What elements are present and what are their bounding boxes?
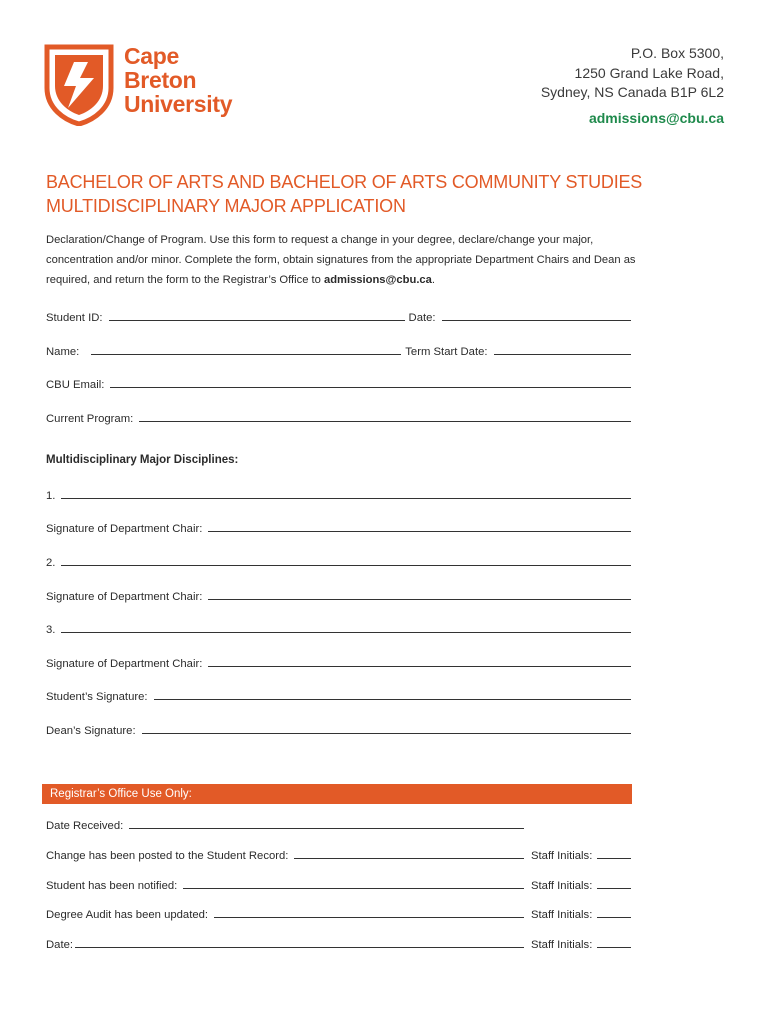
cbu-logo: [44, 44, 254, 128]
cbu-email-row: [46, 375, 631, 391]
posted-field[interactable]: [294, 857, 524, 859]
audit-field[interactable]: [214, 916, 524, 918]
cbu-email-field[interactable]: [110, 386, 631, 388]
discipline-1-field[interactable]: [61, 497, 631, 499]
name-label: Name:: [46, 346, 80, 358]
student-signature-label: Student’s Signature:: [46, 691, 148, 703]
name-field[interactable]: [91, 353, 401, 355]
staff-initials-date-field[interactable]: [597, 947, 631, 948]
form-title: [46, 170, 726, 218]
registrar-date-field[interactable]: [75, 946, 524, 948]
chair-signature-3-field[interactable]: [208, 665, 631, 667]
chair-signature-1-field[interactable]: [208, 530, 631, 532]
audit-row: [46, 905, 524, 921]
date-received-row: [46, 816, 524, 832]
staff-initials-notified: [531, 876, 631, 892]
registrar-office-heading: Registrar’s Office Use Only:: [42, 784, 632, 804]
chair-signature-1-row: [46, 519, 631, 535]
staff-initials-notified-label: Staff Initials:: [531, 880, 593, 892]
form-title-line-2: MULTIDISCIPLINARY MAJOR APPLICATION: [46, 196, 406, 216]
staff-initials-posted-label: Staff Initials:: [531, 850, 593, 862]
logo-line-university: University: [124, 91, 233, 117]
name-term-row: [46, 342, 631, 358]
form-title-line-1: BACHELOR OF ARTS AND BACHELOR OF ARTS COMMUNITY STUDIES: [46, 172, 643, 192]
discipline-2-label: 2.: [46, 557, 56, 569]
staff-initials-audit-field[interactable]: [597, 917, 631, 918]
logo-wordmark: [124, 44, 232, 116]
address-block: [541, 44, 724, 128]
student-signature-field[interactable]: [154, 698, 631, 700]
intro-email[interactable]: admissions@cbu.ca: [323, 274, 432, 286]
notified-field[interactable]: [183, 887, 524, 889]
student-id-label: Student ID:: [46, 312, 103, 324]
date-received-label: Date Received:: [46, 820, 124, 832]
staff-initials-date: [531, 935, 631, 951]
notified-label: Student has been notified:: [46, 880, 178, 892]
registrar-date-row: [46, 935, 524, 951]
discipline-3-row: [46, 620, 631, 636]
dean-signature-label: Dean’s Signature:: [46, 725, 136, 737]
cbu-email-label: CBU Email:: [46, 379, 105, 391]
current-program-label: Current Program:: [46, 413, 134, 425]
discipline-3-label: 3.: [46, 624, 56, 636]
date-received-field[interactable]: [129, 827, 524, 829]
student-id-field[interactable]: [109, 319, 405, 321]
chair-signature-1-label: Signature of Department Chair:: [46, 523, 203, 535]
dean-signature-field[interactable]: [142, 732, 631, 734]
dean-signature-row: [46, 721, 631, 737]
posted-row: [46, 846, 524, 862]
shield-logo-icon: [44, 44, 114, 126]
discipline-1-label: 1.: [46, 490, 56, 502]
registrar-date-label: Date:: [46, 939, 74, 951]
staff-initials-posted-field[interactable]: [597, 858, 631, 859]
intro-paragraph: [46, 230, 636, 290]
logo-line-breton: Breton: [124, 67, 197, 93]
chair-signature-3-row: [46, 654, 631, 670]
chair-signature-2-field[interactable]: [208, 598, 631, 600]
intro-end: .: [431, 274, 435, 286]
staff-initials-notified-field[interactable]: [597, 888, 631, 889]
discipline-2-row: [46, 553, 631, 569]
audit-label: Degree Audit has been updated:: [46, 909, 209, 921]
discipline-3-field[interactable]: [61, 631, 631, 633]
chair-signature-3-label: Signature of Department Chair:: [46, 658, 203, 670]
student-signature-row: [46, 687, 631, 703]
current-program-field[interactable]: [139, 420, 631, 422]
chair-signature-2-label: Signature of Department Chair:: [46, 591, 203, 603]
current-program-row: [46, 409, 631, 425]
term-start-field[interactable]: [494, 353, 631, 355]
disciplines-heading: Multidisciplinary Major Disciplines:: [46, 454, 239, 466]
staff-initials-audit-label: Staff Initials:: [531, 909, 593, 921]
chair-signature-2-row: [46, 587, 631, 603]
discipline-1-row: [46, 486, 631, 502]
term-start-label: Term Start Date:: [405, 346, 488, 358]
address-line-1: P.O. Box 5300,: [630, 45, 724, 61]
address-line-2: 1250 Grand Lake Road,: [574, 64, 724, 81]
posted-label: Change has been posted to the Student Record:: [46, 850, 289, 862]
discipline-2-field[interactable]: [61, 564, 631, 566]
student-id-date-row: [46, 308, 631, 324]
intro-text: Declaration/Change of Program. Use this form to request a change in your degree, declare/change your major, concentration and/or minor. Complete the form, obtain signatures from the appropriate Department Chairs and Dean as required, and return the form to the Registrar’s Office to: [46, 234, 636, 286]
date-field[interactable]: [442, 319, 631, 321]
logo-line-cape: Cape: [124, 43, 180, 69]
staff-initials-posted: [531, 846, 631, 862]
date-label: Date:: [408, 312, 436, 324]
notified-row: [46, 876, 524, 892]
address-line-3: Sydney, NS Canada B1P 6L2: [540, 84, 724, 100]
staff-initials-audit: [531, 905, 631, 921]
admissions-email[interactable]: admissions@cbu.ca: [588, 109, 724, 126]
staff-initials-date-label: Staff Initials:: [531, 939, 593, 951]
